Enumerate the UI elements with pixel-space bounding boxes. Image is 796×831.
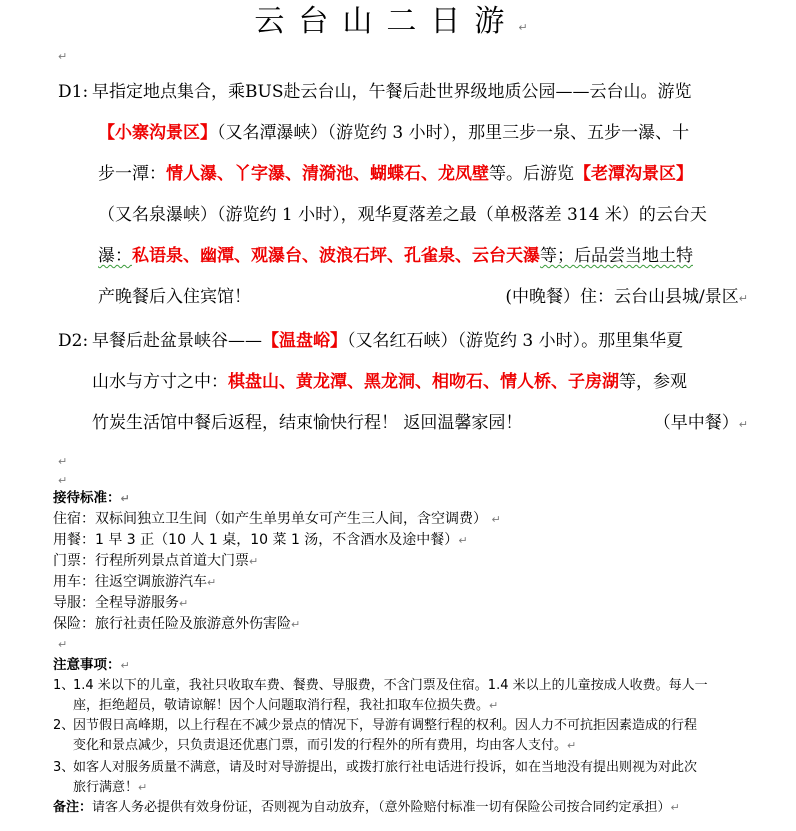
standard-item: 用车：往返空调旅游汽车↵ <box>53 574 217 590</box>
page-title <box>0 2 796 48</box>
standards-heading: 接待标准：↵ <box>53 490 130 506</box>
day2-line-2: 山水与方寸之中：棋盘山、黄龙潭、黑龙洞、相吻石、情人桥、子房湖等，参观 <box>92 372 687 392</box>
day1-spots-1: 情人瀑、丫字瀑、清漪池、蝴蝶石、龙凤壁 <box>166 164 489 184</box>
paragraph-mark: ↵ <box>58 50 68 63</box>
day1-line-4: （又名泉瀑峡）（游览约 1 小时），观华夏落差之最（单极落差 314 米）的云台天 <box>98 205 707 225</box>
notes-heading: 注意事项：↵ <box>53 657 130 673</box>
spot-wenpanyu: 【温盘峪】 <box>262 331 347 351</box>
standard-item: 保险：旅行社责任险及旅游意外伤害险↵ <box>53 616 301 632</box>
day1-line-1: 早指定地点集合，乘BUS赴云台山，午餐后赴世界级地质公园——云台山。游览 <box>92 82 692 102</box>
day2-line-1: 早餐后赴盆景峡谷——【温盘峪】（又名红石峡）（游览约 3 小时）。那里集华夏 <box>92 331 684 351</box>
standard-item: 住宿：双标间独立卫生间（如产生单男单女可产生三人间，含空调费） ↵ <box>53 511 501 527</box>
spot-xiaozhaigou: 【小寨沟景区】 <box>98 123 217 143</box>
day2-line-3: 竹炭生活馆中餐后返程，结束愉快行程！ 返回温馨家园！ （早中餐）↵ <box>92 413 748 433</box>
day1-meals-hotel: (中晚餐）住：云台山县城/景区 <box>505 287 739 307</box>
day1-line-5: 瀑：私语泉、幽潭、观瀑台、波浪石坪、孔雀泉、云台天瀑等；后品尝当地土特 <box>98 246 693 266</box>
spot-laotangou: 【老潭沟景区】 <box>574 164 693 184</box>
note-item: 1、 1.4 米以下的儿童，我社只收取车费、餐费、导服费，不含门票及住宿。1.4 米以上的儿童按成人收费。每人一 座，拒绝超员，敬请谅解！因个人问题取消行程，我社扣取车位损失费。↵ <box>53 678 708 713</box>
document-page: 云台山二日游↵ ↵ D1: 早指定地点集合，乘BUS赴云台山，午餐后赴世界级地质公园——云台山。游览 【小寨沟景区】（又名潭瀑峡）（游览约 3 小时），那里三步一泉、五步一瀑、十 步一潭：情人瀑、丫字瀑、清漪池、蝴蝶石、龙凤壁等。后游览【老潭沟景区】 （又名泉瀑峡）（游览约 1 小时），观华夏落差之最（单极落差 314 米）的云台天 瀑：私语泉、幽潭、观瀑台、波浪石坪、孔雀泉、云台天瀑等；后品尝当地土特 产晚餐后入住宾馆！ (中晚餐）住：云台山县城/景区↵ D2: 早餐后赴盆景峡谷——【温盘峪】（又名红石峡）（游览约 3 小时）。那里集华夏 山水与方寸之中：棋盘山、黄龙潭、黑龙洞、相吻石、情人桥、子房湖等，参观 竹炭生活馆中餐后返程，结束愉快行程！ 返回温馨家园！ （早中餐）↵ ↵ ↵ 接待标准：↵ 住宿：双标间独立卫生间（如产生单男单女可产生三人间，含空调费） ↵ 用餐：1 早 3 正（10 人 1 桌，10 菜 1 汤，不含酒水及途中餐）↵ 门票：行程所列景点首道大门票↵ 用车：往返空调旅游汽车↵ 导服：全程导游服务↵ 保险：旅行社责任险及旅游意外伤害险↵ ↵ 注意事项：↵ 1、 1.4 米以下的儿童，我社只收取车费、餐费、导服费，不含门票及住宿。1.4 米以上的儿童按成人收费。每人一 座，拒绝超员，敬请谅解！因个人问题取消行程，我社扣取车位损失费。↵ 2、 因节假日高峰期，以上行程在不减少景点的情况下，导游有调整行程的权利。因人力不可抗拒因素造成的行程 变化和景点减少，只负责退还优惠门票，而引发的行程外的所有费用，均由客人支付。↵ 3、 如客人对服务质量不满意，请及时对导游提出，或拨打旅行社电话进行投诉，如在当地没有提出则视为对此次 旅行满意！↵ 备注：请客人务必提供有效身份证，否则视为自动放弃，（意外险赔付标准一切有保险公司按合同约定承担）↵ <box>0 0 796 831</box>
day1-itinerary <box>58 72 748 322</box>
reception-standards <box>53 488 773 635</box>
remark-text: 请客人务必提供有效身份证，否则视为自动放弃，（意外险赔付标准一切有保险公司按合同约定承担） <box>92 800 671 815</box>
note-item: 3、 如客人对服务质量不满意，请及时对导游提出，或拨打旅行社电话进行投诉，如在当地没有提出则视为对此次 旅行满意！↵ <box>53 760 698 795</box>
day2-label: D2: <box>58 331 89 351</box>
title-text: 云台山二日游 <box>254 4 519 39</box>
day2-itinerary <box>58 321 748 451</box>
day2-spots: 棋盘山、黄龙潭、黑龙洞、相吻石、情人桥、子房湖 <box>228 372 619 392</box>
day1-label: D1: <box>58 82 89 102</box>
remark-label: 备注： <box>53 800 93 815</box>
day1-line-3: 步一潭：情人瀑、丫字瀑、清漪池、蝴蝶石、龙凤壁等。后游览【老潭沟景区】 <box>98 164 693 184</box>
standard-item: 用餐：1 早 3 正（10 人 1 桌，10 菜 1 汤，不含酒水及途中餐）↵ <box>53 532 468 548</box>
note-item: 2、 因节假日高峰期，以上行程在不减少景点的情况下，导游有调整行程的权利。因人力不可抗拒因素造成的行程 变化和景点减少，只负责退还优惠门票，而引发的行程外的所有费用，均由客人支付。↵ <box>53 718 698 753</box>
standard-item: 门票：行程所列景点首道大门票↵ <box>53 553 259 569</box>
day2-meals: （早中餐） <box>653 413 739 433</box>
standard-item: 导服：全程导游服务↵ <box>53 595 189 611</box>
remark: 备注：请客人务必提供有效身份证，否则视为自动放弃，（意外险赔付标准一切有保险公司按合同约定承担）↵ <box>53 800 680 815</box>
day1-spots-2: 私语泉、幽潭、观瀑台、波浪石坪、孔雀泉、云台天瀑 <box>132 246 540 266</box>
day1-line-2: 【小寨沟景区】（又名潭瀑峡）（游览约 3 小时），那里三步一泉、五步一瀑、十 <box>98 123 690 143</box>
paragraph-mark: ↵ <box>518 21 542 34</box>
day1-line-6: 产晚餐后入住宾馆！ (中晚餐）住：云台山县城/景区↵ <box>98 287 748 307</box>
